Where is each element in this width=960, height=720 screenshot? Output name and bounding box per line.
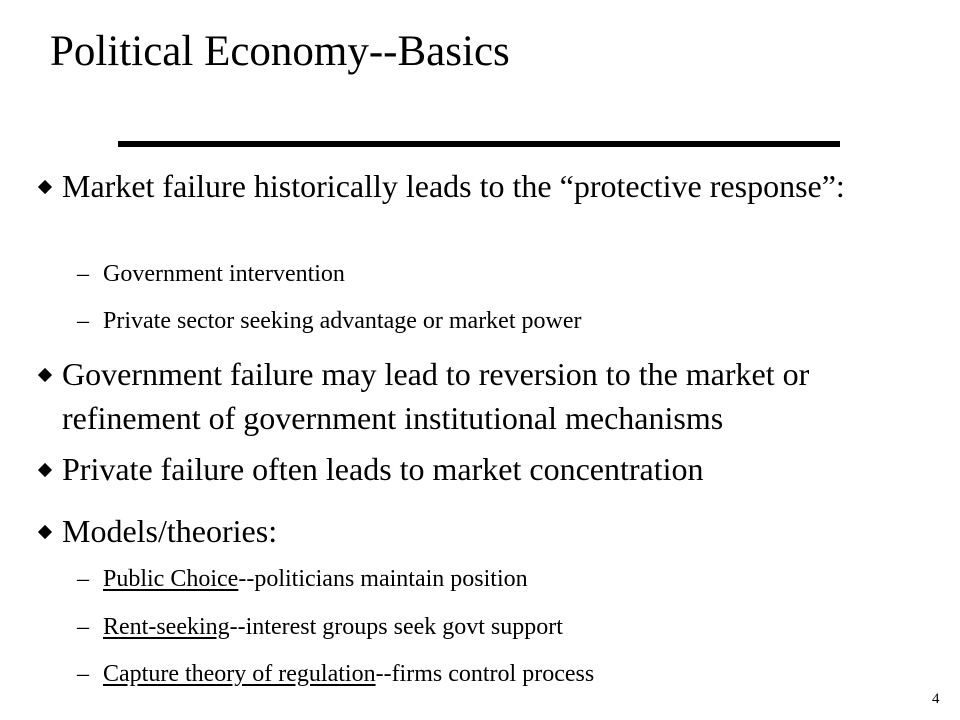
- slide-title: Political Economy--Basics: [50, 28, 510, 75]
- theory-term: Capture theory of regulation: [103, 661, 376, 687]
- diamond-bullet-icon: [38, 180, 52, 194]
- sub-bullet-item: [77, 564, 528, 594]
- dash-marker: –: [77, 261, 89, 287]
- sub-bullet-text: Government intervention: [103, 261, 345, 287]
- theory-description: --politicians maintain position: [238, 566, 528, 592]
- bullet-item: Market failure historically leads to the “protective response”:: [62, 168, 845, 204]
- theory-description: --firms control process: [375, 661, 595, 687]
- title-underline-rule: [118, 141, 840, 147]
- dash-marker: –: [77, 566, 89, 592]
- sub-bullet-item: [77, 306, 581, 336]
- dash-marker: –: [77, 308, 89, 334]
- diamond-bullet-icon: [38, 525, 52, 539]
- sub-bullet-item: [77, 659, 594, 689]
- bullet-item: Government failure may lead to reversion to the market or refinement of government institutional mechanisms: [62, 356, 810, 436]
- page-number: 4: [932, 691, 940, 707]
- sub-bullet-text: Private sector seeking advantage or market power: [103, 308, 582, 334]
- sub-bullet-item: [77, 259, 345, 289]
- diamond-bullet-icon: [38, 463, 52, 477]
- theory-description: --interest groups seek govt support: [229, 614, 563, 640]
- diamond-bullet-icon: [38, 368, 52, 382]
- bullet-item: Private failure often leads to market concentration: [62, 451, 704, 487]
- theory-term: Public Choice: [103, 566, 239, 592]
- sub-bullet-item: [77, 612, 563, 642]
- dash-marker: –: [77, 614, 89, 640]
- bullet-item: Models/theories:: [62, 513, 278, 549]
- theory-term: Rent-seeking: [103, 614, 230, 640]
- dash-marker: –: [77, 661, 89, 687]
